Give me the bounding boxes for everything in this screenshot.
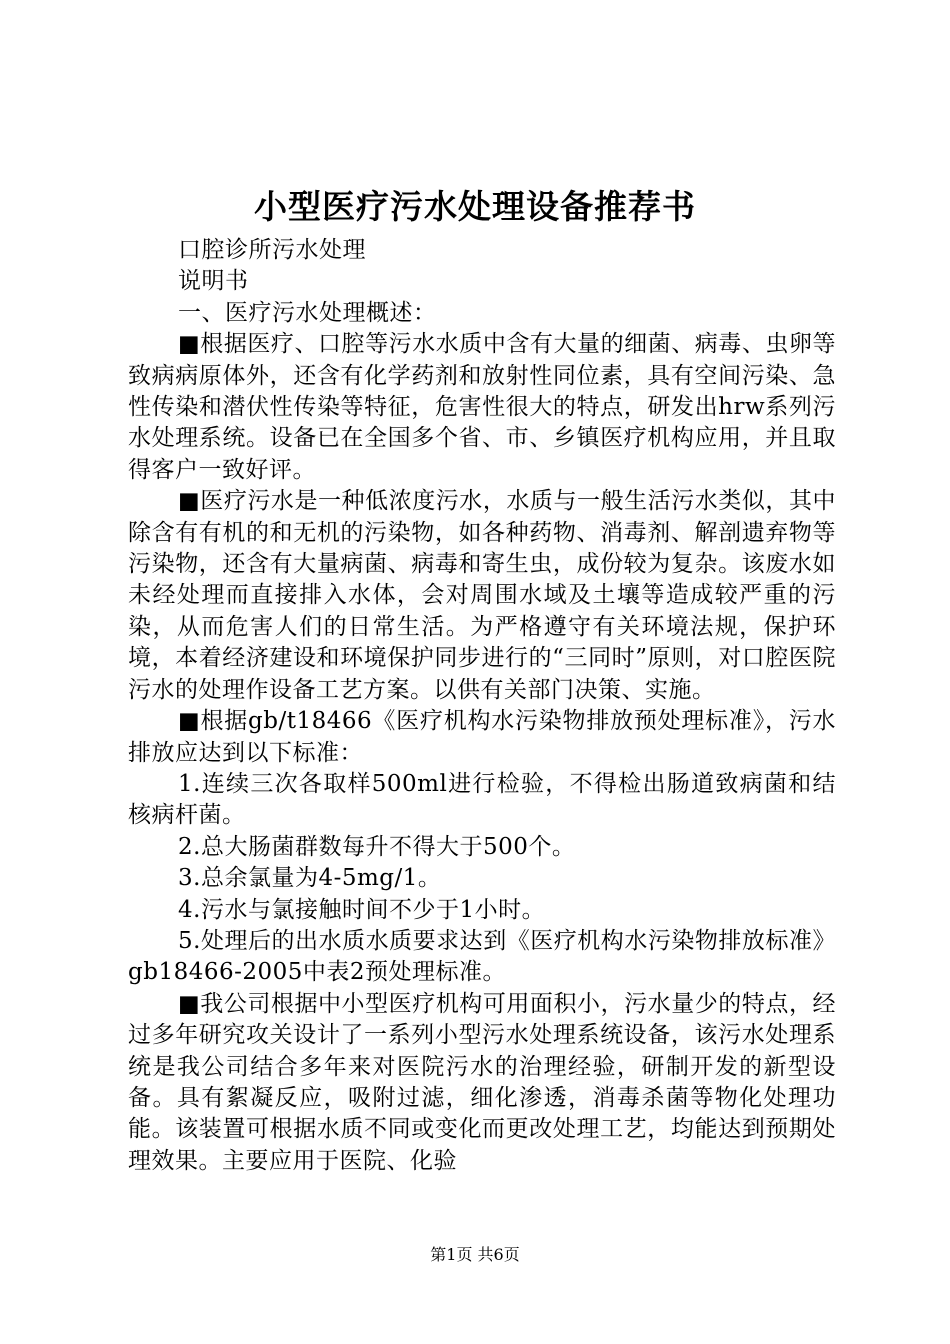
- paragraph-subtitle-2: 说明书: [178, 268, 249, 295]
- paragraph: ■根据gb/t18466《医疗机构水污染物排放预处理标准》，污水排放应达到以下标准：: [128, 708, 836, 766]
- page-number: 第1页 共6页: [430, 1245, 520, 1264]
- document-body: [128, 235, 836, 1177]
- paragraph: ■我公司根据中小型医疗机构可用面积小，污水量少的特点，经过多年研究攻关设计了一系列小型污水处理系统设备，该污水处理系统是我公司结合多年来对医院污水的治理经验，研制开发的新型设备。具有絮凝反应，吸附过滤，细化渗透，消毒杀菌等物化处理功能。该装置可根据水质不同或变化而更改处理工艺，均能达到预期处理效果。主要应用于医院、化验: [128, 990, 836, 1174]
- paragraph: ■医疗污水是一种低浓度污水，水质与一般生活污水类似，其中除含有有机的和无机的污染物，如各种药物、消毒剂、解剖遗弃物等污染物，还含有大量病菌、病毒和寄生虫，成份较为复杂。该废水如未经处理而直接排入水体，会对周围水域及土壤等造成较严重的污染，从而危害人们的日常生活。为严格遵守有关环境法规，保护环境，本着经济建设和环境保护同步进行的“三同时”原则，对口腔医院污水的处理作设备工艺方案。以供有关部门决策、实施。: [128, 488, 836, 703]
- paragraph: ■根据医疗、口腔等污水水质中含有大量的细菌、病毒、虫卵等致病病原体外，还含有化学药剂和放射性同位素，具有空间污染、急性传染和潜伏性传染等特征，危害性很大的特点，研发出hrw系列污水处理系统。设备已在全国多个省、市、乡镇医疗机构应用，并且取得客户一致好评。: [128, 331, 836, 483]
- section-heading: 一、医疗污水处理概述：: [178, 299, 437, 326]
- list-item: 3.总余氯量为4-5mg/1。: [178, 865, 442, 892]
- list-item: 1.连续三次各取样500ml进行检验，不得检出肠道致病菌和结核病杆菌。: [128, 770, 836, 829]
- list-item: 5.处理后的出水质水质要求达到《医疗机构水污染物排放标准》gb18466-2005中表2预处理标准。: [128, 927, 836, 986]
- paragraph-subtitle-1: 口腔诊所污水处理: [178, 237, 366, 263]
- list-item: 2.总大肠菌群数每升不得大于500个。: [178, 833, 576, 860]
- document-title: 小型医疗污水处理设备推荐书: [254, 187, 696, 226]
- list-item: 4.污水与氯接触时间不少于1小时。: [178, 896, 546, 923]
